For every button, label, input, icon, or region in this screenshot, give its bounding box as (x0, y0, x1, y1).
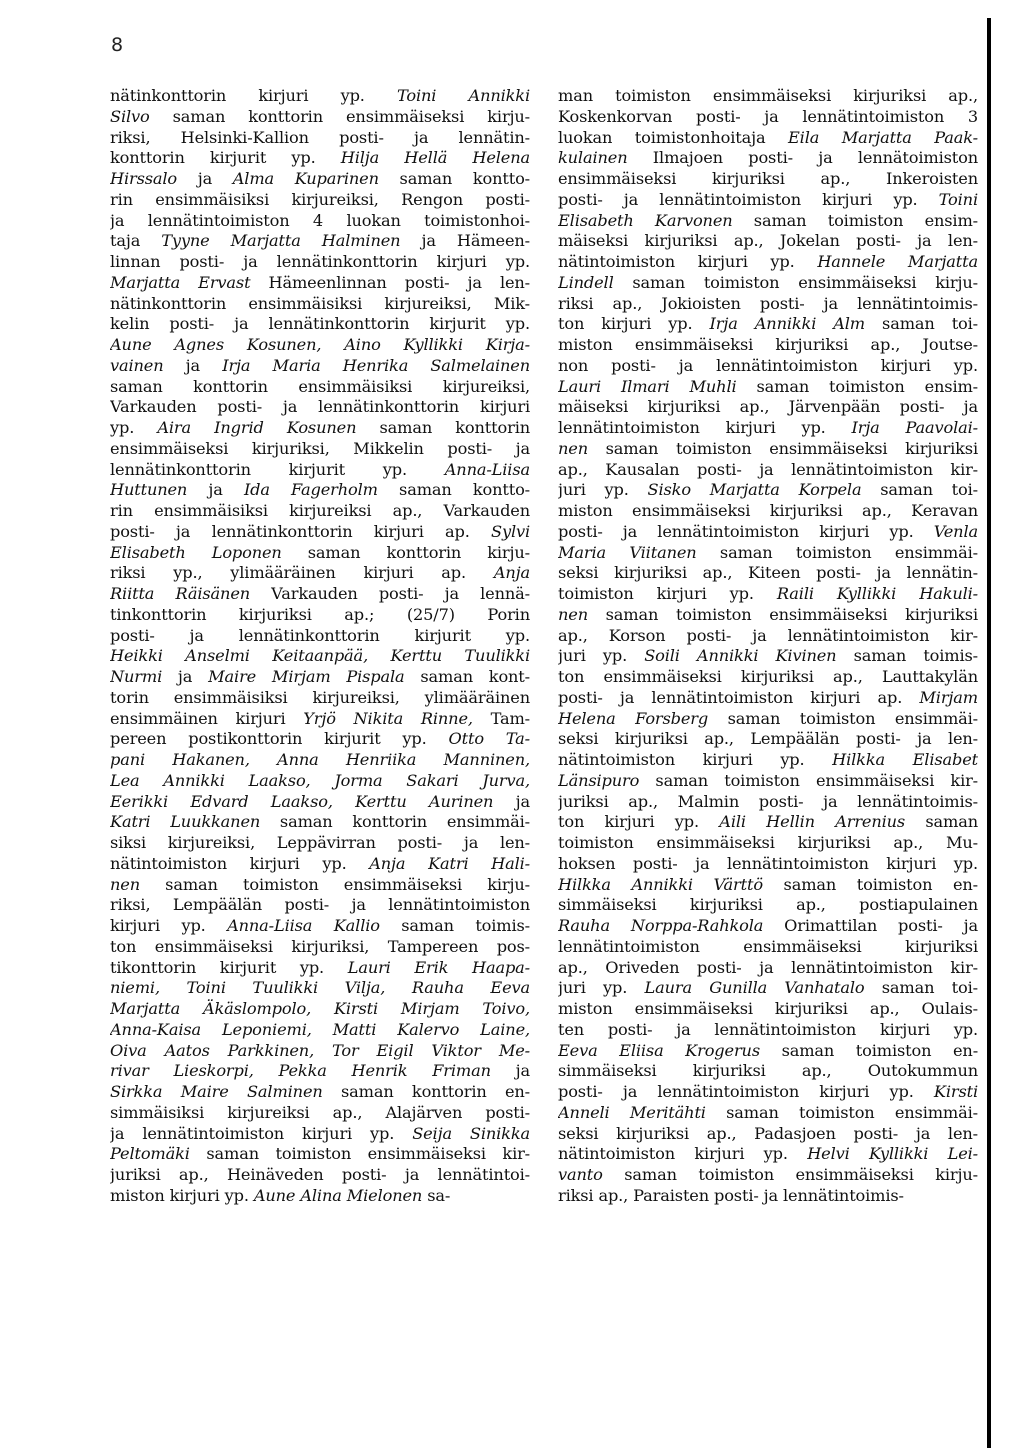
person-name: Irja Paavolai- (851, 418, 978, 437)
person-name: vainen (110, 355, 164, 375)
text-line: juri yp. Laura Gunilla Vanhatalo saman toi- (558, 978, 978, 998)
text-line: Rauha Norppa-Rahkola Orimattilan posti- ja (558, 916, 978, 935)
person-name: vanto (558, 1165, 603, 1184)
person-name: Aune Agnes Kosunen, Aino Kyllikki Kirja- (110, 335, 530, 354)
text-line: riksi ap., Paraisten posti- ja lennätintoimis- (558, 1185, 904, 1205)
person-name: Toini Annikki (397, 86, 530, 105)
person-name: Eeva Eliisa Krogerus (558, 1040, 760, 1060)
text-line (110, 335, 530, 356)
text-line: Sirkka Maire Salminen saman konttorin en- (110, 1082, 530, 1101)
text-line: juri yp. Sisko Marjatta Korpela saman toi- (558, 480, 978, 500)
page-number: 8 (111, 34, 124, 56)
person-name: Sirkka Maire Salminen (110, 1082, 323, 1101)
text-line: nätintoimiston kirjuri yp. Helvi Kyllikki Lei- (558, 1144, 978, 1164)
text-line: Nurmi ja Maire Mirjam Pispala saman kont- (110, 667, 530, 686)
person-name: nen (110, 874, 140, 894)
person-name: Raili Kyllikki Hakuli- (776, 584, 978, 603)
text-line: Huttunen ja Ida Fagerholm saman kontto- (110, 480, 530, 500)
text-line: riksi ap., Jokioisten posti- ja lennätintoimis- (558, 293, 978, 313)
text-line: nen saman toimiston ensimmäiseksi kirju- (110, 874, 530, 894)
text-line: Helena Forsberg saman toimiston ensimmäi- (558, 708, 978, 728)
text-line: mäiseksi kirjuriksi ap., Järvenpään posti- ja (558, 397, 978, 417)
text-line: Marjatta Ervast Hämeenlinnan posti- ja len- (110, 272, 530, 292)
text-line: rin ensimmäisiksi kirjureiksi, Rengon posti- (110, 189, 530, 209)
text-line: kirjuri yp. Anna-Liisa Kallio saman toimis- (110, 916, 530, 935)
text-line: mäiseksi kirjuriksi ap., Jokelan posti- ja len- (558, 231, 978, 251)
text-line (110, 1020, 530, 1041)
person-name: niemi, Toini Tuulikki Vilja, Rauha Eeva (110, 978, 530, 998)
text-line: posti- ja lennätinkonttorin kirjurit yp. (110, 625, 530, 645)
text-line: simmäiseksi kirjuriksi ap., Outokummun (558, 1061, 978, 1081)
text-line: hoksen posti- ja lennätintoimiston kirjuri yp. (558, 853, 978, 873)
text-line (110, 646, 530, 667)
text-line: yp. Aira Ingrid Kosunen saman konttorin (110, 418, 530, 437)
person-name: Katri Luukkanen (110, 812, 261, 832)
text-line: ensimmäiseksi kirjuriksi ap., Inkeroisten (558, 169, 978, 188)
person-name: Lea Annikki Laakso, Jorma Sakari Jurva, (110, 770, 530, 790)
person-name: Oiva Aatos Parkkinen, Tor Eigil Viktor Me- (110, 1040, 530, 1060)
person-name: Anna-Kaisa Leponiemi, Matti Kalervo Laine, (110, 1019, 530, 1039)
text-line: vainen ja Irja Maria Henrika Salmelainen (110, 355, 530, 375)
right-column (558, 86, 978, 1207)
person-name: Marjatta Äkäslompolo, Kirsti Mirjam Toivo, (110, 999, 530, 1018)
person-name: Marjatta Ervast (110, 272, 251, 292)
person-name: Hilkka Elisabet (832, 750, 978, 769)
text-line: tikonttorin kirjurit yp. Lauri Erik Haapa- (110, 957, 530, 977)
text-line: posti- ja lennätintoimiston kirjuri yp. Toini (558, 189, 978, 209)
person-name: Mirjam (919, 687, 978, 707)
text-line: seksi kirjuriksi ap., Lempäälän posti- ja len- (558, 729, 978, 749)
text-line: riksi, Lempäälän posti- ja lennätintoimiston (110, 895, 530, 915)
text-line: simmäiseksi kirjuriksi ap., postiapulainen (558, 895, 978, 915)
person-name: Nurmi (110, 667, 163, 686)
text-line: posti- ja lennätintoimiston kirjuri ap. Mirjam (558, 687, 978, 707)
text-line: tinkonttorin kirjuriksi ap.; (25/7) Porin (110, 604, 530, 624)
text-line: Hirssalo ja Alma Kuparinen saman kontto- (110, 169, 530, 188)
text-line: toimiston kirjuri yp. Raili Kyllikki Hakuli- (558, 584, 978, 603)
vertical-rule (987, 18, 991, 1448)
text-line: nätinkonttorin ensimmäisiksi kirjureiksi, Mik- (110, 293, 530, 313)
person-name: Aili Hellin Arrenius (719, 812, 906, 832)
text-line: lennätintoimiston kirjuri yp. Irja Paavolai- (558, 418, 978, 437)
person-name: Alma Kuparinen (232, 169, 379, 188)
text-line: nen saman toimiston ensimmäiseksi kirjuriksi (558, 604, 978, 624)
text-line (110, 771, 530, 792)
text-line: Koskenkorvan posti- ja lennätintoimiston 3 (558, 106, 978, 126)
text-line: Eerikki Edvard Laakso, Kerttu Aurinen ja (110, 791, 530, 811)
text-line: torin ensimmäisiksi kirjureiksi, ylimääräinen (110, 687, 530, 707)
person-name: Anna-Liisa (444, 459, 530, 479)
person-name: Elisabeth Loponen (110, 542, 282, 562)
text-line: man toimiston ensimmäiseksi kirjuriksi ap., (558, 86, 978, 105)
person-name: Hilja Hellä Helena (340, 148, 530, 168)
text-line: pereen postikonttorin kirjurit yp. Otto Ta- (110, 729, 530, 749)
person-name: Lauri Erik Haapa- (347, 957, 530, 977)
person-name: pani Hakanen, Anna Henriika Manninen, (110, 750, 530, 769)
text-line: Anneli Meritähti saman toimiston ensimmäi- (558, 1102, 978, 1122)
person-name: Sylvi (491, 521, 530, 541)
person-name: Seija Sinikka (412, 1123, 530, 1143)
text-line: miston ensimmäiseksi kirjuriksi ap., Oulais- (558, 999, 978, 1018)
text-line: ton kirjuri yp. Irja Annikki Alm saman toi- (558, 314, 978, 334)
text-line: Riitta Räisänen Varkauden posti- ja lennä- (110, 584, 530, 603)
person-name: Ida Fagerholm (243, 480, 378, 500)
text-line: nätinkonttorin kirjuri yp. Toini Annikki (110, 86, 530, 105)
person-name: Hannele Marjatta (817, 252, 978, 271)
person-name: Helena Forsberg (558, 708, 709, 728)
text-line: ten posti- ja lennätintoimiston kirjuri yp. (558, 1019, 978, 1039)
text-line: ap., Oriveden posti- ja lennätintoimiston kir- (558, 957, 978, 977)
person-name: Riitta Räisänen (110, 584, 251, 603)
text-line: riksi, Helsinki-Kallion posti- ja lennätin- (110, 127, 530, 147)
person-name: Maire Mirjam Pispala (208, 667, 405, 686)
person-name: Helvi Kyllikki Lei- (807, 1144, 978, 1164)
person-name: Toini (938, 189, 978, 209)
text-line: ton kirjuri yp. Aili Hellin Arrenius saman (558, 812, 978, 832)
text-line: posti- ja lennätinkonttorin kirjuri ap. Sylvi (110, 521, 530, 541)
person-name: Anja Katri Hali- (369, 853, 530, 873)
text-line: miston ensimmäiseksi kirjuriksi ap., Joutse- (558, 335, 978, 354)
text-line: nätintoimiston kirjuri yp. Hilkka Elisabet (558, 750, 978, 769)
person-name: Tyyne Marjatta Halminen (161, 231, 401, 251)
left-column (110, 86, 530, 1207)
person-name: Peltomäki (110, 1144, 190, 1164)
text-line: konttorin kirjurit yp. Hilja Hellä Helena (110, 148, 530, 168)
text-line: Lauri Ilmari Muhli saman toimiston ensim- (558, 376, 978, 396)
text-line: juri yp. Soili Annikki Kivinen saman toimis- (558, 646, 978, 666)
text-line: Silvo saman konttorin ensimmäiseksi kirju- (110, 106, 530, 126)
person-name: Maria Viitanen (558, 542, 697, 562)
person-name: Heikki Anselmi Keitaanpää, Kerttu Tuulikki (110, 646, 530, 666)
text-line: ja lennätintoimiston kirjuri yp. Seija Sinikka (110, 1123, 530, 1143)
person-name: Lauri Ilmari Muhli (558, 376, 737, 396)
text-line: Maria Viitanen saman toimiston ensimmäi- (558, 542, 978, 562)
text-line: ton ensimmäiseksi kirjuriksi ap., Lauttakylän (558, 667, 978, 686)
person-name: Yrjö Nikita Rinne, (303, 708, 473, 728)
person-name: Anna-Liisa Kallio (227, 916, 380, 935)
text-line: rin ensimmäisiksi kirjureiksi ap., Varkauden (110, 501, 530, 520)
text-line (110, 750, 530, 771)
text-line: ap., Korson posti- ja lennätintoimiston kir- (558, 625, 978, 645)
person-name: Elisabeth Karvonen (558, 210, 733, 230)
text-line: nen saman toimiston ensimmäiseksi kirjuriksi (558, 438, 978, 458)
text-line: lennätintoimiston ensimmäiseksi kirjuriksi (558, 936, 978, 956)
text-line: Elisabeth Karvonen saman toimiston ensim- (558, 210, 978, 230)
person-name: Aune Alina Mielonen (253, 1185, 423, 1205)
person-name: Otto Ta- (448, 729, 530, 749)
text-line: Länsipuro saman toimiston ensimmäiseksi kir- (558, 770, 978, 790)
person-name: Venla (933, 521, 978, 541)
text-line (110, 978, 530, 999)
text-line: siksi kirjureiksi, Leppävirran posti- ja len- (110, 833, 530, 852)
person-name: Hirssalo (110, 169, 178, 188)
person-name: Irja Maria Henrika Salmelainen (222, 355, 530, 375)
text-line: linnan posti- ja lennätinkonttorin kirjuri yp. (110, 252, 530, 271)
person-name: Aira Ingrid Kosunen (157, 418, 357, 437)
person-name: Soili Annikki Kivinen (644, 646, 837, 666)
text-line: lennätinkonttorin kirjurit yp. Anna-Liisa (110, 459, 530, 479)
text-line: posti- ja lennätintoimiston kirjuri yp. Venla (558, 521, 978, 541)
person-name: rivar Lieskorpi, Pekka Henrik Friman (110, 1061, 491, 1081)
person-name: Silvo (110, 106, 150, 126)
text-line: luokan toimistonhoitaja Eila Marjatta Paak- (558, 127, 978, 147)
person-name: Kirsti (933, 1082, 978, 1101)
text-line: Katri Luukkanen saman konttorin ensimmäi- (110, 812, 530, 832)
text-line: vanto saman toimiston ensimmäiseksi kirju- (558, 1165, 978, 1184)
text-line (110, 999, 530, 1020)
person-name: Hilkka Annikki Värttö (558, 874, 763, 894)
text-line: ensimmäinen kirjuri Yrjö Nikita Rinne, Tam- (110, 708, 530, 728)
text-line: ap., Kausalan posti- ja lennätintoimiston kir- (558, 459, 978, 479)
text-line: Eeva Eliisa Krogerus saman toimiston en- (558, 1040, 978, 1060)
person-name: Laura Gunilla Vanhatalo (644, 978, 865, 998)
text-line: riksi yp., ylimääräinen kirjuri ap. Anja (110, 563, 530, 583)
text-line: kulainen Ilmajoen posti- ja lennätoimiston (558, 148, 978, 168)
text-line: Varkauden posti- ja lennätinkonttorin kirjuri (110, 397, 530, 417)
text-line: Hilkka Annikki Värttö saman toimiston en- (558, 874, 978, 894)
person-name: Länsipuro (558, 770, 640, 790)
text-line: non posti- ja lennätintoimiston kirjuri yp. (558, 355, 978, 375)
text-line: seksi kirjuriksi ap., Padasjoen posti- ja len- (558, 1123, 978, 1143)
person-name: nen (558, 604, 588, 624)
text-line: simmäisiksi kirjureiksi ap., Alajärven posti- (110, 1102, 530, 1122)
text-line: ja lennätintoimiston 4 luokan toimistonhoi- (110, 210, 530, 230)
text-line: posti- ja lennätintoimiston kirjuri yp. Kirsti (558, 1082, 978, 1101)
text-line: saman konttorin ensimmäisiksi kirjureiksi, (110, 376, 530, 396)
text-line: toimiston ensimmäiseksi kirjuriksi ap., Mu- (558, 833, 978, 852)
text-line (110, 1041, 530, 1062)
text-line: kelin posti- ja lennätinkonttorin kirjurit yp. (110, 314, 530, 334)
text-line: ton ensimmäiseksi kirjuriksi, Tampereen pos- (110, 936, 530, 956)
person-name: Anneli Meritähti (558, 1102, 706, 1122)
text-line: Elisabeth Loponen saman konttorin kirju- (110, 542, 530, 562)
person-name: Lindell (558, 272, 614, 292)
text-line: ensimmäiseksi kirjuriksi, Mikkelin posti- ja (110, 438, 530, 458)
text-line: taja Tyyne Marjatta Halminen ja Hämeen- (110, 231, 530, 251)
text-line: miston ensimmäiseksi kirjuriksi ap., Keravan (558, 501, 978, 520)
person-name: Anja (493, 563, 530, 583)
text-line: seksi kirjuriksi ap., Kiteen posti- ja lennätin- (558, 563, 978, 583)
person-name: Irja Annikki Alm (709, 314, 866, 334)
text-line: nätintoimiston kirjuri yp. Anja Katri Hali- (110, 853, 530, 873)
text-line: juriksi ap., Heinäveden posti- ja lennätintoi- (110, 1165, 530, 1184)
person-name: nen (558, 438, 588, 458)
text-line: rivar Lieskorpi, Pekka Henrik Friman ja (110, 1061, 530, 1081)
text-line: miston kirjuri yp. Aune Alina Mielonen sa- (110, 1185, 451, 1205)
person-name: Rauha Norppa-Rahkola (558, 916, 764, 935)
text-line: juriksi ap., Malmin posti- ja lennätintoimis- (558, 791, 978, 811)
person-name: Eila Marjatta Paak- (788, 127, 978, 147)
person-name: kulainen (558, 148, 628, 168)
person-name: Huttunen (110, 480, 188, 500)
person-name: Sisko Marjatta Korpela (647, 480, 862, 500)
text-line: Lindell saman toimiston ensimmäiseksi kirju- (558, 272, 978, 292)
text-line: Peltomäki saman toimiston ensimmäiseksi kir- (110, 1144, 530, 1164)
text-line: nätintoimiston kirjuri yp. Hannele Marjatta (558, 252, 978, 271)
person-name: Eerikki Edvard Laakso, Kerttu Aurinen (110, 791, 494, 811)
